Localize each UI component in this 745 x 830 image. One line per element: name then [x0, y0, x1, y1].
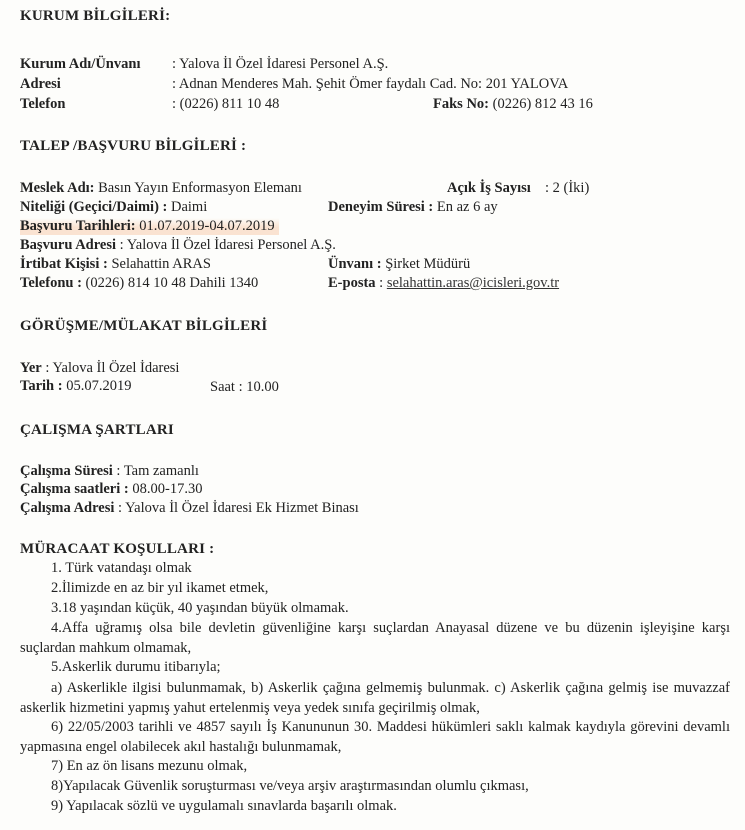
basvuru-tarih-label: Başvuru Tarihleri:	[20, 218, 136, 234]
telefonu-value: (0226) 814 10 48 Dahili 1340	[81, 275, 259, 291]
kurum-faks-value: (0226) 812 43 16	[489, 96, 593, 112]
deneyim-row	[328, 199, 498, 216]
telefonu-row	[20, 275, 258, 292]
calisma-saat-value: 08.00-17.30	[128, 481, 203, 497]
eposta-row	[328, 275, 559, 292]
meslek-value: Basın Yayın Enformasyon Elemanı	[94, 180, 302, 196]
nitelik-label: Niteliği (Geçici/Daimi) :	[20, 199, 168, 215]
muracaat-heading: MÜRACAAT KOŞULLARI :	[20, 541, 215, 557]
acik-label: Açık İş Sayısı	[447, 180, 531, 196]
kosul-7: 7) En az ön lisans mezunu olmak,	[51, 758, 248, 774]
unvan-row	[328, 256, 470, 273]
gorusme-saat: Saat : 10.00	[210, 379, 279, 395]
kurum-adres-label: Adresi	[20, 76, 61, 92]
deneyim-label: Deneyim Süresi :	[328, 199, 434, 215]
calisma-sure-value: : Tam zamanlı	[112, 463, 199, 479]
kurum-tel-label: Telefon	[20, 96, 66, 112]
meslek-row	[20, 180, 302, 197]
kosul-5: 5.Askerlik durumu itibarıyla;	[51, 659, 221, 675]
irtibat-label: İrtibat Kişisi :	[20, 256, 108, 272]
nitelik-value: Daimi	[167, 199, 208, 215]
gorusme-tarih-label: Tarih :	[20, 378, 63, 394]
kurum-tel-value: : (0226) 811 10 48	[172, 96, 280, 112]
calisma-sure-label: Çalışma Süresi	[20, 463, 113, 479]
eposta-link[interactable]: selahattin.aras@icisleri.gov.tr	[386, 275, 560, 291]
irtibat-row	[20, 256, 211, 273]
yer-label: Yer	[20, 360, 42, 376]
nitelik-row	[20, 199, 207, 216]
kurum-faks	[433, 96, 593, 113]
calisma-saat-row	[20, 481, 202, 498]
kurum-adres-value: : Adnan Menderes Mah. Şehit Ömer faydalı Cad. No: 201 YALOVA	[172, 76, 569, 92]
kurum-heading: KURUM BİLGİLERİ:	[20, 8, 171, 24]
calisma-adres-row	[20, 500, 359, 517]
gorusme-tarih-value: 05.07.2019	[62, 378, 132, 394]
calisma-heading: ÇALIŞMA ŞARTLARI	[20, 422, 174, 438]
telefonu-label: Telefonu :	[20, 275, 82, 291]
basvuru-tarih-row	[20, 218, 279, 235]
kosul-5a: a) Askerlikle ilgisi bulunmamak, b) Askerlik çağına gelmemiş bulunmak. c) Askerlik çağına gelmiş ise muvazzaf askerlik hizmetini yapmış yahut ertelenmiş veya yedek sınıfa geçirilmiş olmak,	[20, 680, 730, 716]
eposta-sep: :	[375, 275, 387, 291]
basvuru-adres-value: : Yalova İl Özel İdaresi Personel A.Ş.	[116, 237, 336, 253]
kosul-3: 3.18 yaşından küçük, 40 yaşından büyük olmamak.	[51, 600, 349, 616]
deneyim-value: En az 6 ay	[433, 199, 498, 215]
acik-value: : 2 (İki)	[545, 180, 590, 196]
meslek-label: Meslek Adı:	[20, 180, 95, 196]
yer-row	[20, 360, 179, 377]
basvuru-adres-label: Başvuru Adresi	[20, 237, 117, 253]
irtibat-value: Selahattin ARAS	[107, 256, 211, 272]
unvan-value: Şirket Müdürü	[381, 256, 471, 272]
kosul-6: 6) 22/05/2003 tarihli ve 4857 sayılı İş Kanununun 30. Maddesi hükümleri saklı kalmak kaydıyla görevini devamlı yapmasına engel olabilecek akıl hastalığı bulunmamak,	[20, 719, 730, 755]
unvan-label: Ünvanı :	[328, 256, 382, 272]
kosul-8: 8)Yapılacak Güvenlik soruşturması ve/veya arşiv araştırmasından olumlu çıkması,	[51, 778, 529, 794]
gorusme-heading: GÖRÜŞME/MÜLAKAT BİLGİLERİ	[20, 318, 268, 334]
basvuru-tarih-value: 01.07.2019-04.07.2019	[135, 218, 275, 234]
kosul-1: 1. Türk vatandaşı olmak	[51, 560, 192, 576]
kosul-2: 2.İlimizde en az bir yıl ikamet etmek,	[51, 580, 269, 596]
yer-value: : Yalova İl Özel İdaresi	[41, 360, 180, 376]
kurum-ad-value: : Yalova İl Özel İdaresi Personel A.Ş.	[172, 56, 389, 72]
calisma-saat-label: Çalışma saatleri :	[20, 481, 129, 497]
calisma-adres-value: : Yalova İl Özel İdaresi Ek Hizmet Binası	[114, 500, 359, 516]
kosul-9: 9) Yapılacak sözlü ve uygulamalı sınavlarda başarılı olmak.	[51, 798, 397, 814]
kurum-faks-label: Faks No:	[433, 96, 489, 112]
kurum-ad-label: Kurum Adı/Ünvanı	[20, 56, 141, 72]
calisma-adres-label: Çalışma Adresi	[20, 500, 115, 516]
kosul-4: 4.Affa uğramış olsa bile devletin güvenliğine karşı suçlardan Anayasal düzene ve bu düzenin işleyişine karşı suçlardan mahkum olmamak,	[20, 620, 730, 656]
calisma-sure-row	[20, 463, 199, 480]
eposta-label: E-posta	[328, 275, 376, 291]
basvuru-adres-row	[20, 237, 336, 254]
gorusme-tarih-row	[20, 378, 131, 395]
talep-heading: TALEP /BAŞVURU BİLGİLERİ :	[20, 138, 247, 154]
